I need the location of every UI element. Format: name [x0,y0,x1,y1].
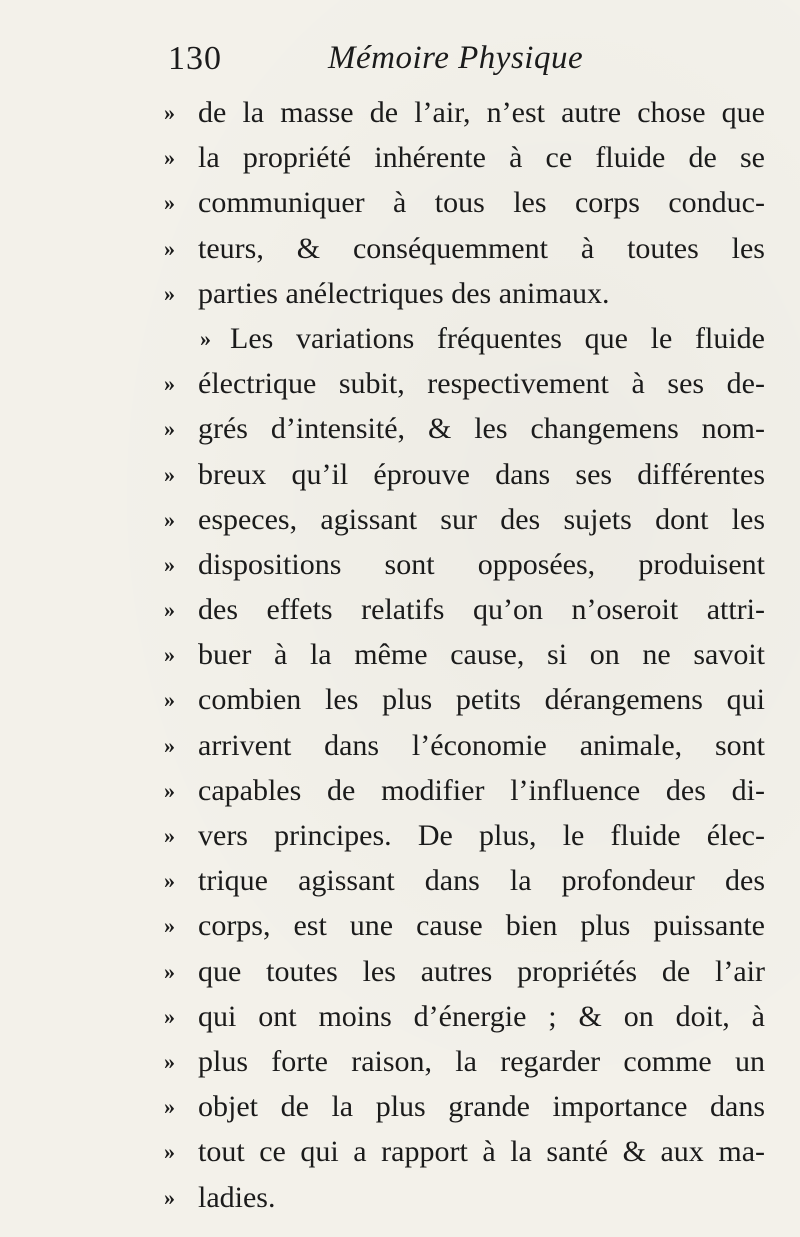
text-line [160,271,765,316]
quote-mark: » [164,416,174,442]
quote-mark: » [164,1094,174,1120]
quote-mark: » [164,371,174,397]
text-line [160,994,765,1039]
line-text: combien les plus petits dérangemens qui [198,683,765,717]
text-line [160,542,765,587]
page-body [160,90,765,1220]
text-line [160,903,765,948]
line-text: ladies. [198,1180,276,1214]
quote-mark: » [164,506,174,532]
line-text: capables de modifier l’influence des di- [198,773,765,807]
quote-mark: » [164,280,174,306]
page-number: 130 [168,40,222,77]
quote-mark: » [164,461,174,487]
line-text: breux qu’il éprouve dans ses différentes [198,457,765,491]
text-line [160,226,765,271]
text-line [160,180,765,225]
quote-mark: » [164,958,174,984]
quote-mark: » [164,868,174,894]
text-line [160,587,765,632]
text-line [160,316,765,361]
line-text: tout ce qui a rapport à la santé & aux ma- [198,1135,765,1169]
line-text: dispositions sont opposées, produisent [198,547,765,581]
quote-mark: » [164,235,174,261]
text-line [160,632,765,677]
line-text: Les variations fréquentes que le fluide [230,321,765,355]
quote-mark: » [164,100,174,125]
line-text: électrique subit, respectivement à ses de- [198,367,765,401]
quote-mark: » [164,551,174,577]
quote-mark: » [164,190,174,216]
text-line [160,452,765,497]
line-text: especes, agissant sur des sujets dont les [198,502,765,536]
text-line [160,406,765,451]
line-text: communiquer à tous les corps conduc- [198,186,765,220]
text-line [160,1039,765,1084]
quote-mark: » [164,687,174,713]
text-line [160,1129,765,1174]
line-text: buer à la même cause, si on ne savoit [198,638,765,672]
quote-mark: » [164,1139,174,1165]
line-text: corps, est une cause bien plus puissante [198,909,765,943]
running-title: Mémoire Physique [328,40,584,76]
line-text: de la masse de l’air, n’est autre chose que [198,96,765,129]
line-text: que toutes les autres propriétés de l’air [198,954,765,988]
line-text: des effets relatifs qu’on n’oseroit attri- [198,593,765,627]
line-text: trique agissant dans la profondeur des [198,864,765,898]
line-text: la propriété inhérente à ce fluide de se [198,141,765,175]
text-line [160,677,765,722]
text-line [160,361,765,406]
page-header [160,38,760,88]
line-text: qui ont moins d’énergie ; & on doit, à [198,999,765,1033]
text-line [160,949,765,994]
quote-mark: » [164,145,174,171]
text-line [160,135,765,180]
text-line [160,813,765,858]
line-text: objet de la plus grande importance dans [198,1090,765,1124]
line-text: plus forte raison, la regarder comme un [198,1044,765,1078]
quote-mark: » [164,777,174,803]
quote-mark: » [164,642,174,668]
text-line [160,723,765,768]
text-line [160,497,765,542]
text-line [160,858,765,903]
quote-mark: » [164,1003,174,1029]
line-text: parties anélectriques des animaux. [198,276,610,310]
line-text: arrivent dans l’économie animale, sont [198,728,765,762]
text-line [160,1084,765,1129]
text-line [160,768,765,813]
text-line [160,90,765,135]
quote-mark: » [164,1184,174,1210]
quote-mark: » [164,913,174,939]
quote-mark: » [164,597,174,623]
line-text: teurs, & conséquemment à toutes les [198,231,765,265]
quote-mark: » [200,325,210,351]
quote-mark: » [164,1048,174,1074]
quote-mark: » [164,732,174,758]
quote-mark: » [164,823,174,848]
text-line [160,1175,765,1220]
line-text: grés d’intensité, & les changemens nom- [198,412,765,446]
line-text: vers principes. De plus, le fluide élec- [198,819,765,852]
